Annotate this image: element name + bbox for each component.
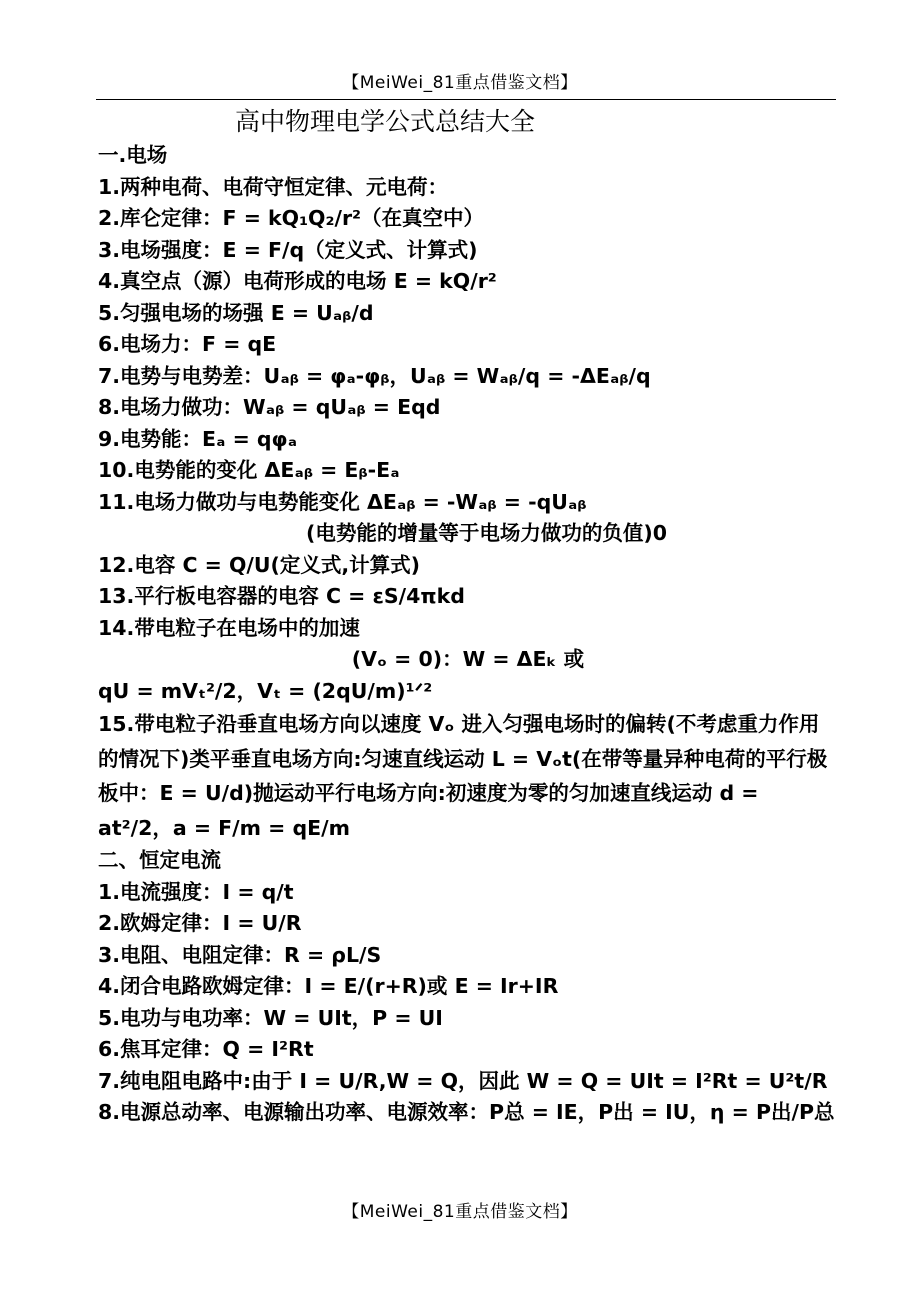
formula-line: 4.真空点（源）电荷形成的电场 E = kQ/r² xyxy=(98,269,497,293)
formula-line: 2.库仑定律：F = kQ₁Q₂/r²（在真空中） xyxy=(98,206,485,230)
formula-line: 5.电功与电功率：W = UIt，P = UI xyxy=(98,1005,443,1030)
formula-line: 7.电势与电势差：Uₐᵦ = φₐ-φᵦ，Uₐᵦ = Wₐᵦ/q = -ΔEₐᵦ/q xyxy=(98,363,651,388)
section-heading: 二、恒定电流 xyxy=(98,848,221,872)
document-title: 高中物理电学公式总结大全 xyxy=(235,107,536,136)
formula-line: 1.电流强度：I = q/t xyxy=(98,879,294,904)
section-constant-current xyxy=(98,845,838,1129)
formula-line: 7.纯电阻电路中:由于 I = U/R,W = Q，因此 W = Q = UIt = I²Rt = U²t/R xyxy=(98,1068,828,1093)
formula-line: 6.焦耳定律：Q = I²Rt xyxy=(98,1037,314,1061)
formula-paragraph-15: 15.带电粒子沿垂直电场方向以速度 Vₒ 进入匀强电场时的偏转(不考虑重力作用的情况下)类平垂直电场方向:匀速直线运动 L = Vₒt(在带等量异种电荷的平行极板中：E = U/d)抛运动平行电场方向:初速度为零的匀加速直线运动 d = at²/2，a = F/m = qE/m xyxy=(98,712,828,840)
footer-banner: 【MeiWei_81重点借鉴文档】 xyxy=(342,1202,578,1222)
formula-line: 2.欧姆定律：I = U/R xyxy=(98,911,302,935)
formula-line: 10.电势能的变化 ΔEₐᵦ = Eᵦ-Eₐ xyxy=(98,458,400,482)
formula-line: 1.两种电荷、电荷守恒定律、元电荷： xyxy=(98,174,449,199)
formula-line: 4.闭合电路欧姆定律：I = E/(r+R)或 E = Ir+IR xyxy=(98,974,559,998)
formula-line: 14.带电粒子在电场中的加速 xyxy=(98,615,360,640)
formula-line: 6.电场力：F = qE xyxy=(98,332,277,356)
formula-line: 12.电容 C = Q/U(定义式,计算式) xyxy=(98,552,421,577)
formula-line: (Vₒ = 0)：W = ΔEₖ 或 xyxy=(351,647,585,671)
formula-line: 11.电场力做功与电势能变化 ΔEₐᵦ = -Wₐᵦ = -qUₐᵦ xyxy=(98,489,587,514)
formula-line: 8.电源总动率、电源输出功率、电源效率：P总 = IE，P出 = IU，η = P出/P总 xyxy=(98,1100,835,1124)
formula-line: 8.电场力做功：Wₐᵦ = qUₐᵦ = Eqd xyxy=(98,395,441,419)
formula-line: 3.电场强度：E = F/q（定义式、计算式) xyxy=(98,237,478,262)
formula-line: (电势能的增量等于电场力做功的负值)0 xyxy=(306,521,668,545)
formula-line: 9.电势能：Eₐ = qφₐ xyxy=(98,426,297,451)
section-electric-field xyxy=(98,140,838,707)
formula-line: 5.匀强电场的场强 E = Uₐᵦ/d xyxy=(98,300,374,325)
document-body xyxy=(98,140,838,1129)
formula-line: 3.电阻、电阻定律：R = ρL/S xyxy=(98,942,382,967)
header-divider xyxy=(96,99,836,100)
formula-line: qU = mVₜ²/2，Vₜ = (2qU/m)¹ᐟ² xyxy=(98,678,433,703)
header-banner: 【MeiWei_81重点借鉴文档】 xyxy=(342,73,578,93)
formula-line: 13.平行板电容器的电容 C = εS/4πkd xyxy=(98,584,465,608)
section-heading: 一.电场 xyxy=(98,143,168,167)
